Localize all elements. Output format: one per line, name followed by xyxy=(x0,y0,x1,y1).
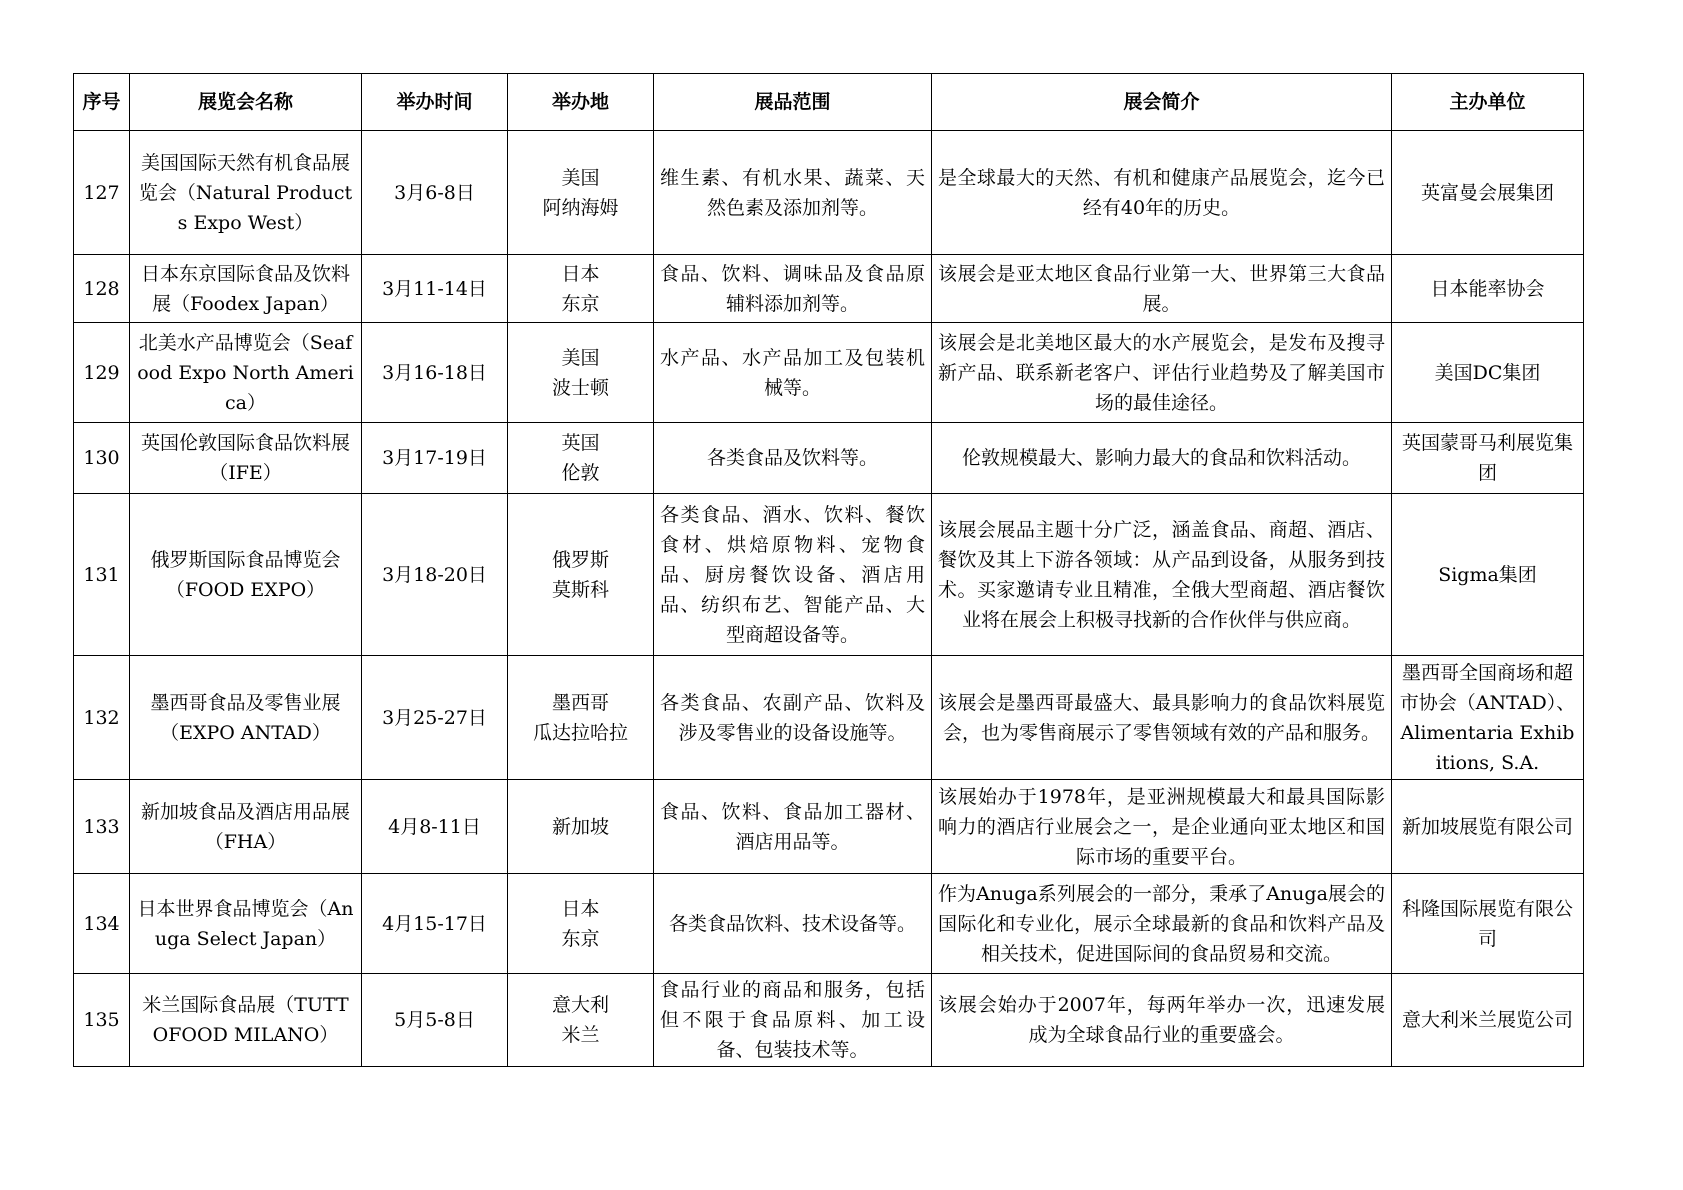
cell-time: 3月16-18日 xyxy=(362,323,508,423)
cell-serial: 134 xyxy=(74,874,130,974)
cell-place: 墨西哥 瓜达拉哈拉 xyxy=(508,656,654,780)
cell-time: 4月15-17日 xyxy=(362,874,508,974)
cell-organizer: 日本能率协会 xyxy=(1392,255,1584,323)
cell-place: 新加坡 xyxy=(508,780,654,874)
cell-intro: 伦敦规模最大、影响力最大的食品和饮料活动。 xyxy=(932,423,1392,494)
cell-time: 3月6-8日 xyxy=(362,131,508,255)
cell-organizer: Sigma集团 xyxy=(1392,494,1584,656)
cell-exhibition-name: 新加坡食品及酒店用品展（FHA） xyxy=(130,780,362,874)
header-time: 举办时间 xyxy=(362,74,508,131)
cell-time: 4月8-11日 xyxy=(362,780,508,874)
cell-scope: 食品行业的商品和服务，包括但不限于食品原料、加工设备、包装技术等。 xyxy=(654,974,932,1067)
header-serial: 序号 xyxy=(74,74,130,131)
cell-time: 5月5-8日 xyxy=(362,974,508,1067)
cell-exhibition-name: 英国伦敦国际食品饮料展（IFE） xyxy=(130,423,362,494)
cell-intro: 是全球最大的天然、有机和健康产品展览会，迄今已经有40年的历史。 xyxy=(932,131,1392,255)
cell-serial: 128 xyxy=(74,255,130,323)
cell-organizer: 英国蒙哥马利展览集团 xyxy=(1392,423,1584,494)
cell-organizer: 意大利米兰展览公司 xyxy=(1392,974,1584,1067)
cell-serial: 131 xyxy=(74,494,130,656)
cell-exhibition-name: 米兰国际食品展（TUTTOFOOD MILANO） xyxy=(130,974,362,1067)
cell-exhibition-name: 日本世界食品博览会（Anuga Select Japan） xyxy=(130,874,362,974)
cell-organizer: 新加坡展览有限公司 xyxy=(1392,780,1584,874)
cell-place: 英国 伦敦 xyxy=(508,423,654,494)
cell-place: 美国 阿纳海姆 xyxy=(508,131,654,255)
cell-intro: 该展会是北美地区最大的水产展览会，是发布及搜寻新产品、联系新老客户、评估行业趋势及了解美国市场的最佳途径。 xyxy=(932,323,1392,423)
table-row xyxy=(74,255,1584,323)
table-row xyxy=(74,656,1584,780)
cell-time: 3月25-27日 xyxy=(362,656,508,780)
cell-serial: 130 xyxy=(74,423,130,494)
cell-scope: 各类食品饮料、技术设备等。 xyxy=(654,874,932,974)
cell-scope: 维生素、有机水果、蔬菜、天然色素及添加剂等。 xyxy=(654,131,932,255)
cell-organizer: 美国DC集团 xyxy=(1392,323,1584,423)
cell-exhibition-name: 日本东京国际食品及饮料展（Foodex Japan） xyxy=(130,255,362,323)
table-row xyxy=(74,323,1584,423)
cell-intro: 该展始办于1978年，是亚洲规模最大和最具国际影响力的酒店行业展会之一，是企业通向亚太地区和国际市场的重要平台。 xyxy=(932,780,1392,874)
exhibition-table-page xyxy=(73,73,1583,1067)
cell-intro: 作为Anuga系列展会的一部分，秉承了Anuga展会的国际化和专业化，展示全球最新的食品和饮料产品及相关技术，促进国际间的食品贸易和交流。 xyxy=(932,874,1392,974)
header-scope: 展品范围 xyxy=(654,74,932,131)
table-row xyxy=(74,494,1584,656)
cell-organizer: 墨西哥全国商场和超市协会（ANTAD）、Alimentaria Exhibitions, S.A. xyxy=(1392,656,1584,780)
cell-serial: 135 xyxy=(74,974,130,1067)
table-row xyxy=(74,423,1584,494)
header-place: 举办地 xyxy=(508,74,654,131)
cell-serial: 133 xyxy=(74,780,130,874)
cell-scope: 食品、饮料、调味品及食品原辅料添加剂等。 xyxy=(654,255,932,323)
cell-scope: 各类食品、农副产品、饮料及涉及零售业的设备设施等。 xyxy=(654,656,932,780)
table-row xyxy=(74,780,1584,874)
cell-exhibition-name: 美国国际天然有机食品展览会（Natural Products Expo West） xyxy=(130,131,362,255)
cell-exhibition-name: 墨西哥食品及零售业展（EXPO ANTAD） xyxy=(130,656,362,780)
table-row xyxy=(74,874,1584,974)
cell-place: 日本 东京 xyxy=(508,874,654,974)
cell-time: 3月11-14日 xyxy=(362,255,508,323)
cell-scope: 各类食品及饮料等。 xyxy=(654,423,932,494)
cell-intro: 该展会展品主题十分广泛，涵盖食品、商超、酒店、餐饮及其上下游各领域：从产品到设备，从服务到技术。买家邀请专业且精准，全俄大型商超、酒店餐饮业将在展会上积极寻找新的合作伙伴与供应商。 xyxy=(932,494,1392,656)
exhibition-table xyxy=(73,73,1584,1067)
cell-place: 俄罗斯 莫斯科 xyxy=(508,494,654,656)
cell-intro: 该展会是墨西哥最盛大、最具影响力的食品饮料展览会，也为零售商展示了零售领域有效的产品和服务。 xyxy=(932,656,1392,780)
cell-time: 3月17-19日 xyxy=(362,423,508,494)
table-header-row xyxy=(74,74,1584,131)
cell-scope: 食品、饮料、食品加工器材、酒店用品等。 xyxy=(654,780,932,874)
cell-scope: 水产品、水产品加工及包装机械等。 xyxy=(654,323,932,423)
cell-place: 意大利 米兰 xyxy=(508,974,654,1067)
table-row xyxy=(74,974,1584,1067)
cell-serial: 132 xyxy=(74,656,130,780)
header-organizer: 主办单位 xyxy=(1392,74,1584,131)
cell-exhibition-name: 俄罗斯国际食品博览会（FOOD EXPO） xyxy=(130,494,362,656)
cell-organizer: 科隆国际展览有限公司 xyxy=(1392,874,1584,974)
cell-intro: 该展会始办于2007年，每两年举办一次，迅速发展成为全球食品行业的重要盛会。 xyxy=(932,974,1392,1067)
header-intro: 展会简介 xyxy=(932,74,1392,131)
cell-organizer: 英富曼会展集团 xyxy=(1392,131,1584,255)
header-name: 展览会名称 xyxy=(130,74,362,131)
cell-serial: 127 xyxy=(74,131,130,255)
cell-time: 3月18-20日 xyxy=(362,494,508,656)
cell-place: 美国 波士顿 xyxy=(508,323,654,423)
cell-exhibition-name: 北美水产品博览会（Seafood Expo North America） xyxy=(130,323,362,423)
cell-intro: 该展会是亚太地区食品行业第一大、世界第三大食品展。 xyxy=(932,255,1392,323)
table-row xyxy=(74,131,1584,255)
cell-scope: 各类食品、酒水、饮料、餐饮食材、烘焙原物料、宠物食品、厨房餐饮设备、酒店用品、纺织布艺、智能产品、大型商超设备等。 xyxy=(654,494,932,656)
cell-place: 日本 东京 xyxy=(508,255,654,323)
cell-serial: 129 xyxy=(74,323,130,423)
